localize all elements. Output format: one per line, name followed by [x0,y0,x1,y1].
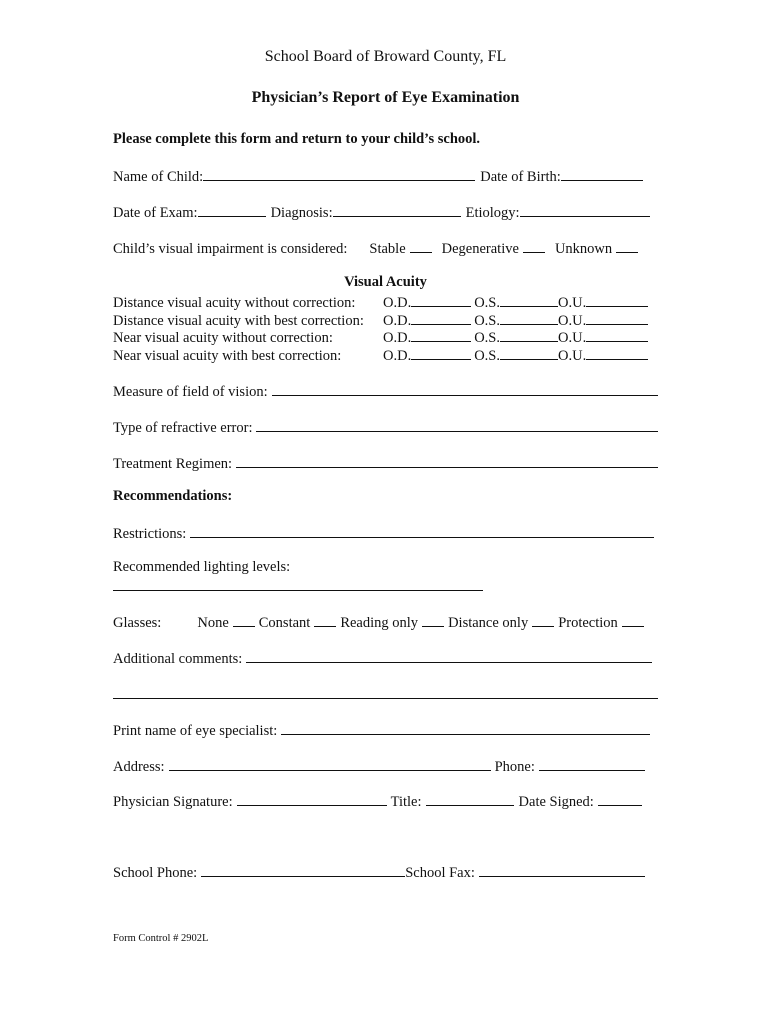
refractive-error-field[interactable] [256,417,658,432]
date-of-birth-field[interactable] [561,166,643,181]
visual-acuity-heading-text: Visual Acuity [344,274,427,290]
school-fax-field[interactable] [479,862,645,877]
unknown-checkbox[interactable] [616,238,638,253]
school-fax-label: School Fax: [405,864,475,881]
acuity-od [383,345,471,365]
acuity-row-label: Distance visual acuity with best correction: [113,312,364,329]
acuity-os [474,327,558,347]
impairment-label: Child’s visual impairment is considered: [113,240,348,257]
additional-comments-label: Additional comments: [113,650,243,667]
degenerative-checkbox[interactable] [523,238,545,253]
acuity-row [113,327,673,347]
acuity-os [474,345,558,365]
acuity-row [113,345,673,365]
od-label: O.D. [383,347,412,364]
field-of-vision-row [113,381,658,401]
diagnosis-label: Diagnosis: [270,204,333,221]
additional-comments-field[interactable] [246,648,652,663]
glasses-option-reading: Reading only [340,614,419,631]
protection-checkbox[interactable] [622,612,644,627]
signature-row [113,791,658,811]
reading-only-checkbox[interactable] [422,612,444,627]
recommendations-text: Recommendations: [113,488,233,504]
constant-checkbox[interactable] [314,612,336,627]
restrictions-field[interactable] [190,523,654,538]
instruction-line [113,131,658,148]
impairment-row [113,238,658,258]
od-field[interactable] [411,310,471,325]
os-label: O.S. [474,347,500,364]
lighting-label: Recommended lighting levels: [113,559,291,575]
visual-acuity-heading [113,274,658,291]
impairment-option-stable: Stable [369,240,406,257]
recommendations-heading [113,488,658,505]
ou-field[interactable] [586,310,648,325]
os-field[interactable] [500,310,558,325]
date-signed-label: Date Signed: [518,793,594,810]
title-label: Title: [390,793,422,810]
school-board-header [113,48,658,66]
ou-field[interactable] [586,345,648,360]
etiology-label: Etiology: [465,204,520,221]
os-label: O.S. [474,329,500,346]
address-label: Address: [113,758,165,775]
acuity-od [383,327,471,347]
lighting-row [113,559,658,576]
acuity-row-label: Distance visual acuity without correction: [113,294,356,311]
ou-field[interactable] [586,292,648,307]
exam-diagnosis-row [113,202,658,222]
lighting-field[interactable] [113,576,483,591]
stable-checkbox[interactable] [410,238,432,253]
address-field[interactable] [169,756,491,771]
etiology-field[interactable] [520,202,650,217]
treatment-field[interactable] [236,453,658,468]
form-title [113,89,658,107]
phone-field[interactable] [539,756,645,771]
physician-signature-field[interactable] [237,791,387,806]
od-field[interactable] [411,327,471,342]
ou-label: O.U. [558,312,587,329]
acuity-row [113,292,673,312]
restrictions-label: Restrictions: [113,525,187,542]
print-name-field[interactable] [281,720,650,735]
field-of-vision-label: Measure of field of vision: [113,383,268,400]
acuity-os [474,292,558,312]
od-field[interactable] [411,345,471,360]
name-of-child-field[interactable] [203,166,475,181]
impairment-option-degenerative: Degenerative [441,240,519,257]
od-label: O.D. [383,329,412,346]
field-of-vision-field[interactable] [272,381,658,396]
glasses-label: Glasses: [113,614,162,631]
treatment-label: Treatment Regimen: [113,455,233,472]
physician-signature-label: Physician Signature: [113,793,233,810]
distance-only-checkbox[interactable] [532,612,554,627]
name-of-child-label: Name of Child: [113,168,204,185]
additional-comments-row [113,648,658,668]
acuity-od [383,292,471,312]
restrictions-row [113,523,658,543]
acuity-ou [558,292,648,312]
school-contact-row [113,862,658,882]
refractive-error-label: Type of refractive error: [113,419,253,436]
date-of-birth-label: Date of Birth: [480,168,561,185]
name-dob-row [113,166,658,186]
os-label: O.S. [474,294,500,311]
impairment-option-unknown: Unknown [554,240,613,257]
acuity-row-label: Near visual acuity with best correction: [113,347,342,364]
title-text: Physician’s Report of Eye Examination [251,89,520,106]
os-label: O.S. [474,312,500,329]
acuity-ou [558,327,648,347]
date-signed-field[interactable] [598,791,642,806]
refractive-error-row [113,417,658,437]
glasses-row [113,612,658,632]
ou-label: O.U. [558,329,587,346]
date-of-exam-label: Date of Exam: [113,204,198,221]
od-label: O.D. [383,294,412,311]
school-phone-field[interactable] [201,862,405,877]
ou-label: O.U. [558,294,587,311]
eye-specialist-row [113,720,658,740]
none-checkbox[interactable] [233,612,255,627]
phone-label: Phone: [494,758,535,775]
glasses-option-distance: Distance only [448,614,529,631]
glasses-option-protection: Protection [558,614,618,631]
treatment-row [113,453,658,473]
school-phone-label: School Phone: [113,864,198,881]
glasses-option-constant: Constant [258,614,311,631]
od-label: O.D. [383,312,412,329]
od-field[interactable] [411,292,471,307]
title-field[interactable] [426,791,514,806]
additional-comments-line2 [113,684,658,699]
acuity-row-label: Near visual acuity without correction: [113,329,333,346]
acuity-ou [558,345,648,365]
form-control-number: Form Control # 2902L [113,933,209,944]
date-of-exam-field[interactable] [198,202,266,217]
address-phone-row [113,756,658,776]
print-name-label: Print name of eye specialist: [113,722,278,739]
instruction-text: Please complete this form and return to your child’s school. [113,131,481,147]
glasses-option-none: None [197,614,229,631]
diagnosis-field[interactable] [333,202,461,217]
lighting-line-row [113,576,658,591]
os-field[interactable] [500,327,558,342]
header-text: School Board of Broward County, FL [264,48,507,65]
os-field[interactable] [500,292,558,307]
ou-field[interactable] [586,327,648,342]
ou-label: O.U. [558,347,587,364]
additional-comments-field-2[interactable] [113,684,658,699]
os-field[interactable] [500,345,558,360]
